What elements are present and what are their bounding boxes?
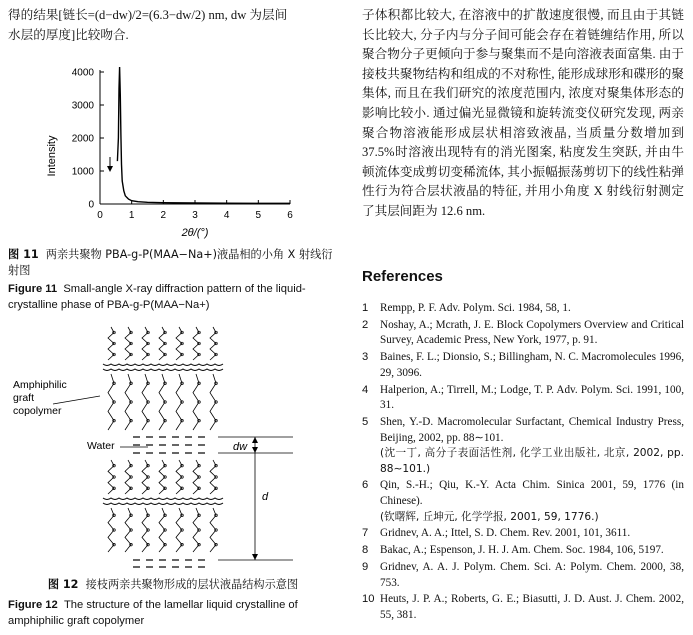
reference-number: 7	[362, 527, 369, 540]
reference-text: Rempp, P. F. Adv. Polym. Sci. 1984, 58, 1.	[380, 302, 571, 314]
figure11-zh-text: 两亲共聚物 PBA-g-P(MAA−Na+)液晶相的小角 X 射线衍射图	[8, 248, 333, 277]
figure11-zh-label: 图 11	[8, 248, 39, 261]
reference-number: 2	[362, 318, 369, 331]
label-copolymer: copolymer	[13, 405, 62, 417]
reference-number: 4	[362, 383, 369, 396]
reference-number: 6	[362, 479, 369, 492]
backbone	[103, 369, 223, 371]
figure12-caption	[8, 577, 338, 629]
reference-text: Gridnev, A. A.; Ittel, S. D. Chem. Rev. 2001, 101, 3611.	[380, 527, 631, 540]
reference-item	[362, 592, 684, 623]
backbone	[103, 364, 223, 366]
reference-item	[362, 478, 684, 525]
y-tick-label: 1000	[71, 166, 94, 178]
y-tick-label: 0	[88, 199, 94, 211]
reference-item	[362, 415, 684, 477]
y-tick-label: 4000	[71, 67, 94, 79]
x-tick-label: 0	[97, 210, 103, 221]
reference-number: 5	[362, 415, 369, 428]
label-d: d	[262, 491, 269, 503]
label-amphiphilic: Amphiphilic	[13, 379, 67, 391]
reference-number: 9	[362, 561, 369, 573]
body-paragraph: 子体积都比较大, 在溶液中的扩散速度很慢, 而且由于其链长比较大, 分子内与分子间可能会存在着链缠结作用, 所以聚合物分子更倾向于参与聚集而不是向溶液表面富集. 由于接枝共聚物结构和组成的不对称性, 能形成球形和碟形的聚集体, 而且在我们研究的浓度范围内, 浓度对聚集体形态的影响比较小. 通过偏光显微镜和旋转流变仪研究发现, 两亲聚合物溶液能形成层状相溶致液晶, 当质量分数增加到 37.5%时溶液出现特有的消光图案, 粘度发生突跃, 并由牛顿流体变成剪切变稀流体, 其小振幅振荡剪切下的线性粘弹性行为符合层状液晶的特征, 并用小角度 X 射线衍射测定了其层间距为 12.6 nm.	[362, 8, 684, 218]
x-tick-label: 1	[128, 210, 135, 221]
chart-series-line	[117, 67, 290, 203]
reference-text: Shen, Y.-D. Macromolecular Surfactant, Chemical Industry Press, Beijing, 2002, pp. 88∼101. (沈一丁, 高分子表面活性剂, 化学工业出版社, 北京, 2002, pp. 88∼101.)	[380, 415, 684, 475]
reference-item	[362, 383, 684, 414]
figure12-zh-text: 接枝两亲共聚物形成的层状液晶结构示意图	[85, 578, 299, 591]
chart-ticks	[72, 68, 293, 222]
reference-chinese: (沈一丁, 高分子表面活性剂, 化学工业出版社, 北京, 2002, pp. 88∼101.)	[380, 447, 684, 475]
dimension-lines	[218, 437, 293, 560]
chart-axes	[100, 70, 290, 204]
reference-number: 8	[362, 544, 369, 557]
reference-number: 10	[362, 593, 375, 606]
chart-ylabel: Intensity	[46, 135, 58, 177]
right-column	[362, 0, 684, 635]
chart-xlabel: 2θ/(°)	[181, 227, 209, 239]
reference-number: 1	[362, 302, 369, 314]
figure11-caption	[8, 247, 338, 313]
figure12-zh-label: 图 12	[47, 578, 79, 591]
label-graft: graft	[13, 392, 35, 404]
peak-arrow	[107, 157, 113, 172]
reference-text: Noshay, A.; Mcrath, J. E. Block Copolymers Overview and Critical Survey, Academic Press, New York, 1977, p. 91.	[380, 318, 684, 347]
references-list	[362, 301, 684, 625]
x-tick-label: 6	[287, 210, 293, 221]
intro-line-1: 得的结果[链长=(d−dw)/2=(6.3−dw/2) nm, dw 为层间	[8, 8, 288, 22]
y-tick-label: 2000	[71, 133, 94, 145]
x-tick-label: 5	[255, 210, 262, 221]
reference-text: Bakac, A.; Espenson, J. H. J. Am. Chem. Soc. 1984, 106, 5197.	[380, 544, 664, 557]
reference-item	[362, 543, 684, 559]
reference-item	[362, 526, 684, 542]
x-tick-label: 3	[192, 210, 198, 221]
backbone	[103, 503, 223, 505]
reference-chinese: (钦曙辉, 丘坤元, 化学学报, 2001, 59, 1776.)	[380, 510, 599, 523]
reference-item	[362, 318, 684, 349]
reference-item	[362, 301, 684, 317]
x-tick-label: 2	[160, 210, 167, 221]
references-heading: References	[362, 268, 443, 285]
figure11-en-label: Figure 11	[8, 283, 58, 295]
y-tick-label: 3000	[71, 100, 94, 112]
reference-text: Heuts, J. P. A.; Roberts, G. E.; Biasutti, J. D. Aust. J. Chem. 2002, 55, 381.	[380, 593, 684, 621]
figure11-en-text: Small-angle X-ray diffraction pattern of the liquid-crystalline phase of PBA-g-P(MAA−Na+)	[8, 283, 306, 311]
reference-text: Baines, F. L.; Dionsio, S.; Billingham, N. C. Macromolecules 1996, 29, 3096.	[380, 351, 684, 379]
reference-item	[362, 560, 684, 591]
x-tick-label: 4	[223, 210, 230, 221]
figure12-en-text: The structure of the lamellar liquid crystalline of amphiphilic graft copolymer	[8, 599, 298, 627]
reference-number: 3	[362, 351, 369, 364]
reference-text: Halperion, A.; Tirrell, M.; Lodge, T. P. Adv. Polym. Sci. 1991, 100, 31.	[380, 383, 684, 412]
label-dw: dw	[233, 441, 248, 453]
reference-item	[362, 350, 684, 381]
intro-line-2: 水层的厚度]比较吻合.	[8, 28, 129, 42]
reference-text: Gridnev, A. A. J. Polym. Chem. Sci. A: Polym. Chem. 2000, 38, 753.	[380, 561, 684, 589]
figure12-en-label: Figure 12	[8, 599, 58, 611]
label-water: Water	[87, 440, 115, 452]
xrd-chart	[8, 48, 338, 258]
backbone	[103, 498, 223, 500]
reference-text: Qin, S.-H.; Qiu, K.-Y. Acta Chim. Sinica 2001, 59, 1776 (in Chinese). (钦曙辉, 丘坤元, 化学学报, 2001, 59, 1776.)	[380, 479, 684, 523]
lamellar-diagram	[8, 322, 338, 577]
